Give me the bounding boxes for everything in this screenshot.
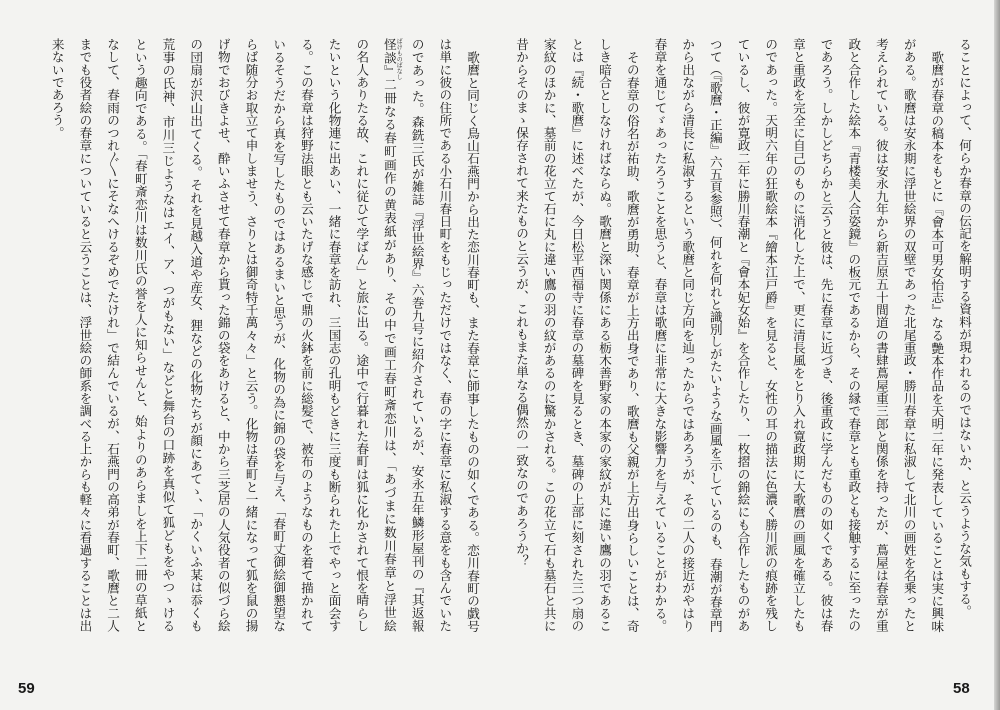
text-column: の名人ありたる故、これに従ひて学ばん」と旅に出る。途中で行暮れた春町は狐に化かされて恨を晴らし [354, 38, 370, 632]
text-column: その春章の俗名が祐助、歌麿が勇助、春章が上方出身であり、歌麿も父親が上方出身らしいことは、奇 [624, 50, 640, 632]
text-column: る。この春章は狩野法眼とも云いたげな感じで鼎の火鉢を前に総髪で、被布のようなものを着て描かれて [298, 38, 314, 632]
text-column: がある。歌麿は安永期に浮世絵界の双壁であった北尾重政・勝川春章に私淑して北川の画姓を名乗ったと [901, 38, 917, 632]
text-column: 歌麿が春章の稿本をもとに『會本可男女怡志』なる艶本作品を天明二年に発表していることは実に興味 [929, 50, 945, 632]
text-column: 歌麿と同じく鳥山石燕門から出た恋川春町も、また春章に師事したものの如くである。恋川春町の戯号 [465, 50, 480, 632]
text-column: らば随分お取立て申しませう、さりとは御奇特千萬々々」と云う。化物は春町と一緒になって狐を鼠の揚 [243, 38, 259, 632]
text-column: 春章を通じてゞあったろうことを思うと、春章は歌麿に非常に大きな影響力を与えていることがわかる。 [652, 38, 668, 632]
text-column: は単に彼の住所である小石川春日町をもじっただけではなく、春の字に春章に私淑する意をも含んでいた [437, 38, 453, 632]
left-page-text [42, 38, 486, 632]
text-column: いるそうだから真を写したものではあるまいと思うが、化物の為に錦の袋を与え、「春町丈御絵御懇望な [271, 38, 287, 632]
page-number-left: 59 [18, 680, 35, 697]
text-column: 来ないであろう。 [49, 38, 65, 139]
text-column: たいという化物連に出あい、一緒に春章を訪れ、三国志の孔明もどきに三度も断られた上でやっと面会す [326, 38, 342, 632]
ruby-annotation: ばけものばなし [395, 38, 403, 80]
text-column [375, 38, 403, 632]
text-column-body: 怪談』二冊なる春町画作の黄表紙があり、その中で画工春町斎恋川は、「あづまに数川春章と浮世絵 [381, 38, 397, 632]
text-column: 政と合作した絵本『青楼美人合姿鏡』の板元であるから、その縁で春章とも重政とも接触するに至ったの [846, 38, 862, 632]
text-column: までも役者絵の春章についていると云うことは、浮世絵の師系を調べる上からも軽々に看過することは出 [77, 38, 93, 632]
text-column: 家紋のほかに、墓前の花立て石に丸に違い鷹の羽の紋があるのに驚かされる。この花立て石も墓石と共に [541, 38, 557, 632]
text-column: なして、春雨のつれ〴〵にそなへけるぞめでたけれ」で結んでいるが、石燕門の高弟が春町、歌麿と二人 [105, 38, 121, 632]
text-column: の団扇が沢山出てくる。それを見越入道や産女、狸などの化物たちが顔にあてゝ、「かくいふ某は忝くも [188, 38, 204, 632]
text-column: のであった。天明六年の狂歌絵本『繪本江戸爵』を見ると、女性の耳の描法に色濃く勝川派の痕跡を残し [763, 38, 779, 632]
scan-edge [994, 0, 1000, 710]
text-column: しき暗合としなければならぬ。歌麿と深い関係にある栃木善野家の本家の家紋が丸に違い鷹の羽であるこ [597, 38, 613, 632]
text-column: ているし、彼が寛政二年に勝川春潮と『會本妃女始』を合作したり、一枚摺の錦絵にも合作したものがあ [735, 38, 751, 632]
text-column: 昔からそのまゝ保存されて来たものと云うが、これもまた単なる偶然の一致なのであろうか？ [514, 38, 529, 568]
right-page-text [507, 38, 978, 632]
text-column: 考えられている。彼は安永九年から新吉原五十間道の書肆蔦屋重三郎と関係を持ったが、蔦屋は春章が重 [873, 38, 889, 632]
text-column: から出ながら清長に私淑するという歌麿と同じ方向を辿ったからではあろうが、その二人の接近がやはり [680, 38, 696, 632]
page-number-right: 58 [953, 680, 970, 697]
text-column: とは『続・歌麿』に述べたが、今日松平西福寺に春章の墓碑を見るとき、墓碑の上部に刻された三つ扇の [569, 38, 585, 632]
text-column: 荒事の氏神、市川三じようなはエイ、ア、つがもない」などと舞台の口跡を真似て狐どもをやつゝける [160, 38, 176, 632]
text-column: げ物でおびきよせ、酔いふさせて春章から貰った錦の袋をあけると、中から三芝居の人気役者の似づら絵 [215, 38, 231, 632]
text-column: 章と重政を完全に自己のものに消化した上で、更に清長風をとり入れ寛政期に大歌麿の画風を確立したも [790, 38, 806, 632]
text-column: のであった。森銑三氏が雑誌『浮世絵界』六巻九号に紹介されているが、安永五年鱗形屋刊の『其返報 [409, 38, 425, 632]
text-column: つて（『歌麿・正編』六五頁参照）、何れを何れと識別しがたいような画風を示しているのも、春潮が春章門 [707, 38, 723, 632]
text-column: ることによって、何らか春章の伝記を解明する資料が現われるのではないか、と云うような気もする。 [957, 38, 972, 618]
text-column: という趣向である。「春町斎恋川は数川氏の誉を人に知らせんと、始よりのあらましを上下二冊の草紙と [132, 38, 148, 632]
text-column: であろう。しかしどちらかと云うと彼は、先に春章に近づき、後重政に学んだものの如くである。彼は春 [818, 38, 834, 632]
